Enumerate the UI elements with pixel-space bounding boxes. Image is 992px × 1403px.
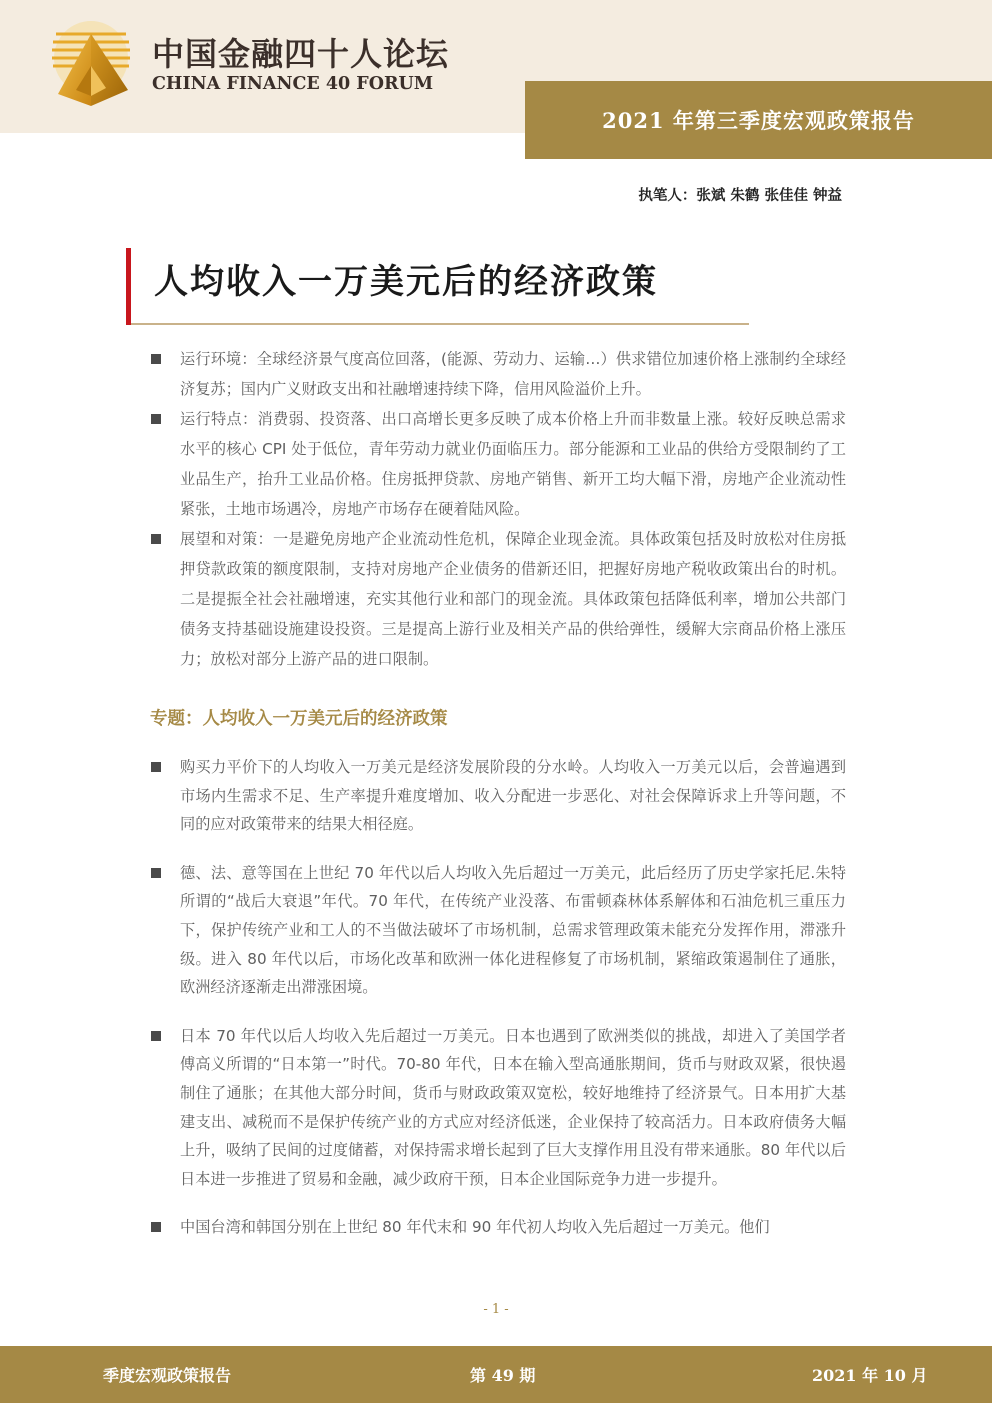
list-item (150, 344, 846, 404)
footer-issue: 第 49 期 (470, 1366, 536, 1385)
page-title: 人均收入一万美元后的经济政策 (154, 262, 658, 302)
footer-date: 2021 年 10 月 (812, 1366, 928, 1385)
bullet-square-icon (151, 1222, 161, 1232)
footer-band (0, 1346, 992, 1403)
list-item (150, 524, 846, 674)
list-item-text: 中国台湾和韩国分别在上世纪 80 年代末和 90 年代初人均收入先后超过一万美元。他们 (180, 1218, 770, 1237)
org-name-cn: 中国金融四十人论坛 (152, 35, 450, 73)
bullet-square-icon (151, 354, 161, 364)
list-item-text: 展望和对策：一是避免房地产企业流动性危机，保障企业现金流。具体政策包括及时放松对住房抵押贷款政策的额度限制，支持对房地产企业债务的借新还旧，把握好房地产税收政策出台的时机。二是提振全社会社融增速，充实其他行业和部门的现金流。具体政策包括降低利率，增加公共部门债务支持基础设施建设投资。三是提高上游行业及相关产品的供给弹性，缓解大宗商品价格上涨压力；放松对部分上游产品的进口限制。 (180, 530, 846, 668)
summary-list (150, 344, 846, 674)
list-item (150, 1213, 846, 1242)
footer-report-name: 季度宏观政策报告 (103, 1366, 232, 1385)
page-number: - 1 - (483, 1302, 509, 1317)
topic-list (150, 753, 846, 1262)
title-accent-bar (126, 248, 131, 325)
bullet-square-icon (151, 762, 161, 772)
list-item-text: 德、法、意等国在上世纪 70 年代以后人均收入先后超过一万美元，此后经历了历史学家托尼.朱特所谓的“战后大衰退”年代。70 年代，在传统产业没落、布雷顿森林体系解体和石油危机三重压力下，保护传统产业和工人的不当做法破坏了市场机制，总需求管理政策未能充分发挥作用，滞涨升级。进入 80 年代以后，市场化改革和欧洲一体化进程修复了市场机制，紧缩政策遏制住了通胀，欧洲经济逐渐走出滞涨困境。 (180, 863, 846, 997)
bullet-square-icon (151, 414, 161, 424)
authors: 执笔人：张斌 朱鹤 张佳佳 钟益 (638, 187, 842, 204)
topic-heading: 专题：人均收入一万美元后的经济政策 (150, 709, 448, 729)
org-name-en: CHINA FINANCE 40 FORUM (152, 74, 434, 94)
bullet-square-icon (151, 534, 161, 544)
bullet-square-icon (151, 1031, 161, 1041)
list-item-text: 购买力平价下的人均收入一万美元是经济发展阶段的分水岭。人均收入一万美元以后，会普遍遇到市场内生需求不足、生产率提升难度增加、收入分配进一步恶化、对社会保障诉求上升等问题，不同的应对政策带来的结果大相径庭。 (180, 758, 846, 834)
report-title-band (525, 81, 992, 159)
report-title: 2021 年第三季度宏观政策报告 (602, 108, 915, 133)
list-item (150, 1022, 846, 1194)
list-item (150, 859, 846, 1002)
list-item-text: 运行环境：全球经济景气度高位回落，(能源、劳动力、运输…）供求错位加速价格上涨制约全球经济复苏；国内广义财政支出和社融增速持续下降，信用风险溢价上升。 (180, 350, 846, 398)
list-item-text: 日本 70 年代以后人均收入先后超过一万美元。日本也遇到了欧洲类似的挑战，却进入了美国学者傅高义所谓的“日本第一”时代。70-80 年代，日本在输入型高通胀期间，货币与财政双紧，很快遏制住了通胀；在其他大部分时间，货币与财政政策双宽松，较好地维持了经济景气。日本用扩大基建支出、减税而不是保护传统产业的方式应对经济低迷，企业保持了较高活力。日本政府债务大幅上升，吸纳了民间的过度储蓄，对保持需求增长起到了巨大支撑作用且没有带来通胀。80 年代以后日本进一步推进了贸易和金融，减少政府干预，日本企业国际竞争力进一步提升。 (180, 1026, 846, 1188)
pyramid-sun-logo-icon (50, 20, 132, 108)
bullet-square-icon (151, 868, 161, 878)
title-divider (131, 323, 749, 325)
list-item (150, 404, 846, 524)
list-item-text: 运行特点：消费弱、投资落、出口高增长更多反映了成本价格上升而非数量上涨。较好反映总需求水平的核心 CPI 处于低位，青年劳动力就业仍面临压力。部分能源和工业品的供给方受限制约了工业品生产，抬升工业品价格。住房抵押贷款、房地产销售、新开工均大幅下滑，房地产企业流动性紧张，土地市场遇冷，房地产市场存在硬着陆风险。 (180, 410, 846, 518)
list-item (150, 753, 846, 839)
